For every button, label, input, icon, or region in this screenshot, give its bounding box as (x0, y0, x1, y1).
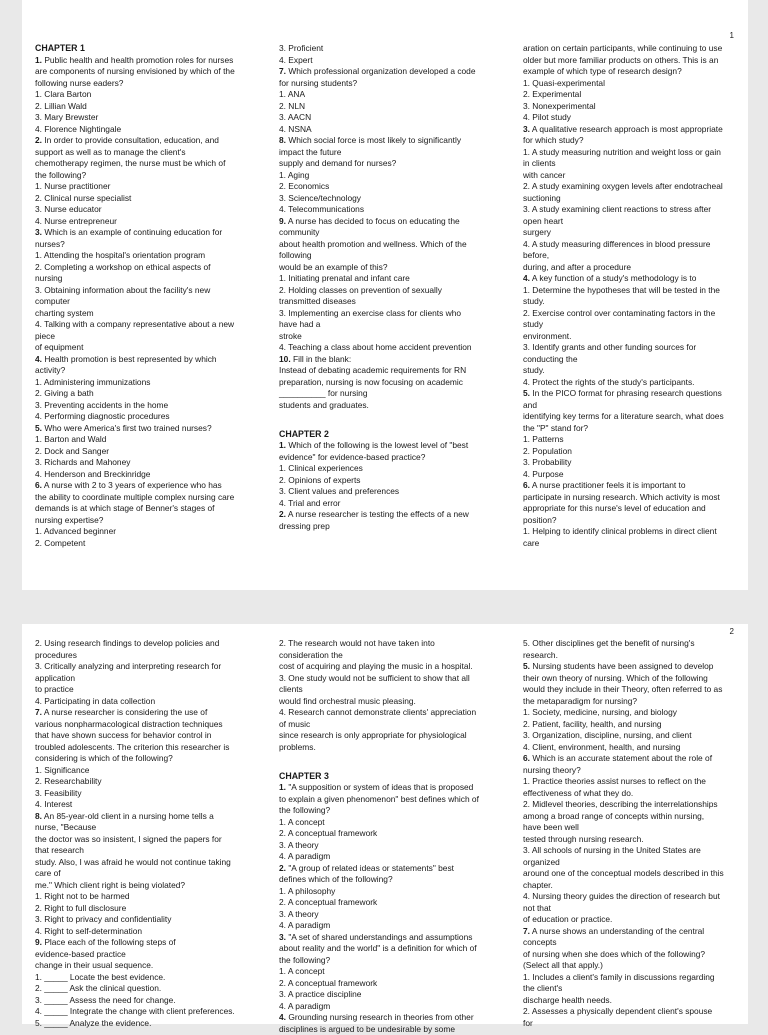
text-line: study. Also, I was afraid he would not continue taking (35, 857, 243, 869)
text-line: 2. Patient, facility, health, and nursing (523, 719, 731, 731)
text-line: (Select all that apply.) (523, 960, 731, 972)
text-line: before, (523, 250, 731, 262)
text-line: conducting the (523, 354, 731, 366)
text-line: since research is only appropriate for physiological (279, 730, 487, 742)
text-line: 3. Critically analyzing and interpreting research for (35, 661, 243, 673)
question-line (279, 932, 487, 944)
question-line (35, 707, 243, 719)
question-text: A qualitative research approach is most appropriate (532, 124, 723, 134)
question-line (523, 480, 731, 492)
text-line: 4. Henderson and Breckinridge (35, 469, 243, 481)
text-line: 4. Protect the rights of the study's participants. (523, 377, 731, 389)
text-line: 1. Nurse practitioner (35, 181, 243, 193)
text-line: 1. A concept (279, 817, 487, 829)
text-line: 2. A conceptual framework (279, 978, 487, 990)
text-line: 1. Initiating prenatal and infant care (279, 273, 487, 285)
text-line: with cancer (523, 170, 731, 182)
text-line: 1. Clara Barton (35, 89, 243, 101)
question-text: Public health and health promotion roles for nurses (44, 55, 233, 65)
text-line: the doctor was so insistent, I signed the papers for (35, 834, 243, 846)
text-line: 4. Florence Nightingale (35, 124, 243, 136)
text-line: aration on certain participants, while continuing to use (523, 43, 731, 55)
text-line: 2. Using research findings to develop policies and (35, 638, 243, 650)
question-text: A nurse researcher is considering the use of (44, 707, 207, 717)
text-line: study. (523, 296, 731, 308)
text-line: clients (279, 684, 487, 696)
text-line: discharge health needs. (523, 995, 731, 1007)
text-line: example of which type of research design? (523, 66, 731, 78)
text-line: for nursing students? (279, 78, 487, 90)
question-line (35, 135, 243, 147)
text-line: community (279, 227, 487, 239)
text-line: 1. A concept (279, 966, 487, 978)
text-line: cost of acquiring and playing the music in a hospital. (279, 661, 487, 673)
text-line: 1. Significance (35, 765, 243, 777)
text-line: position? (523, 515, 731, 527)
question-line (35, 354, 243, 366)
text-line: the following? (35, 170, 243, 182)
text-line: 1. Aging (279, 170, 487, 182)
text-line: 1. Barton and Wald (35, 434, 243, 446)
text-line: 4. A study measuring differences in blood pressure (523, 239, 731, 251)
text-line: 3. Probability (523, 457, 731, 469)
question-number: 5. (523, 388, 530, 398)
text-line: 3. _____ Assess the need for change. (35, 995, 243, 1007)
text-line: their own theory of nursing. Which of the following (523, 673, 731, 685)
text-line: 1. Administering immunizations (35, 377, 243, 389)
text-line: 4. A paradigm (279, 1001, 487, 1013)
text-line: open heart (523, 216, 731, 228)
question-number: 3. (523, 124, 530, 134)
document-page-1 (22, 0, 748, 590)
text-line: nursing theory? (523, 765, 731, 777)
text-line: 2. _____ Ask the clinical question. (35, 983, 243, 995)
question-line (35, 423, 243, 435)
text-line: 1. _____ Locate the best evidence. (35, 972, 243, 984)
question-number: 9. (35, 937, 42, 947)
text-line: 5. _____ Analyze the evidence. (35, 1018, 243, 1030)
text-line: 4. Talking with a company representative about a new (35, 319, 243, 331)
text-line: nurses? (35, 239, 243, 251)
text-line: 3. A theory (279, 909, 487, 921)
question-text: "A group of related ideas or statements" best (288, 863, 454, 873)
text-line: 3. Nurse educator (35, 204, 243, 216)
text-line: that have shown success for behavior control in (35, 730, 243, 742)
text-line: computer (35, 296, 243, 308)
text-line: 2. Holding classes on prevention of sexually (279, 285, 487, 297)
text-line: 1. ANA (279, 89, 487, 101)
question-text: Place each of the following steps of (44, 937, 175, 947)
text-line: 3. Science/technology (279, 193, 487, 205)
question-line (279, 354, 487, 366)
text-line: 2. Lillian Wald (35, 101, 243, 113)
text-line: 3. Richards and Mahoney (35, 457, 243, 469)
text-line: not that (523, 903, 731, 915)
question-line (279, 66, 487, 78)
text-line: 2. Competent (35, 538, 243, 550)
text-line: 1. Right not to be harmed (35, 891, 243, 903)
text-line: 4. _____ Integrate the change with client preferences. (35, 1006, 243, 1018)
text-line: nurse, "Because (35, 822, 243, 834)
question-number: 3. (279, 932, 286, 942)
text-line: dressing prep (279, 521, 487, 533)
text-line: 4. Trial and error (279, 498, 487, 510)
text-column-right (523, 43, 731, 549)
question-text: Which social force is most likely to significantly (288, 135, 461, 145)
text-line: 3. Organization, discipline, nursing, and client (523, 730, 731, 742)
text-line: the following? (279, 805, 487, 817)
question-number: 7. (523, 926, 530, 936)
question-number: 6. (35, 480, 42, 490)
text-line: 2. A study examining oxygen levels after endotracheal (523, 181, 731, 193)
text-line: 2. The research would not have taken into (279, 638, 487, 650)
text-line: 2. NLN (279, 101, 487, 113)
question-line (523, 388, 731, 400)
text-line: preparation, nursing is now focusing on academic (279, 377, 487, 389)
text-line: 2. Economics (279, 181, 487, 193)
question-line (279, 782, 487, 794)
question-text: A nurse has decided to focus on educating the (288, 216, 460, 226)
question-number: 6. (523, 753, 530, 763)
text-line: care (523, 538, 731, 550)
text-line: the ability to coordinate multiple complex nursing care (35, 492, 243, 504)
text-line: 1. Includes a client's family in discussions regarding (523, 972, 731, 984)
document-page-2 (22, 624, 748, 1024)
text-line: have had a (279, 319, 487, 331)
question-number: 4. (523, 273, 530, 283)
text-line: 3. A theory (279, 840, 487, 852)
text-line: 2. Experimental (523, 89, 731, 101)
text-line: for which study? (523, 135, 731, 147)
question-text: Nursing students have been assigned to develop (532, 661, 713, 671)
blank-line (279, 753, 487, 765)
question-line (523, 926, 731, 938)
text-line: 3. Proficient (279, 43, 487, 55)
text-line: effectiveness of what they do. (523, 788, 731, 800)
text-line: 3. Implementing an exercise class for clients who (279, 308, 487, 320)
text-line: 3. Client values and preferences (279, 486, 487, 498)
text-line: 3. A practice discipline (279, 989, 487, 1001)
text-line: for (523, 1018, 731, 1030)
text-line: study. (523, 365, 731, 377)
text-line: 4. Client, environment, health, and nursing (523, 742, 731, 754)
text-line: 4. Nursing theory guides the direction of research but (523, 891, 731, 903)
text-line: would find orchestral music pleasing. (279, 696, 487, 708)
text-line: 2. A conceptual framework (279, 897, 487, 909)
text-line: disciplines is argued to be undesirable by some (279, 1024, 487, 1035)
text-line: 1. Clinical experiences (279, 463, 487, 475)
text-line: problems. (279, 742, 487, 754)
question-line (35, 55, 243, 67)
question-text: In order to provide consultation, education, and (44, 135, 219, 145)
text-line: would be an example of this? (279, 262, 487, 274)
text-line: support as well as to manage the client's (35, 147, 243, 159)
question-number: 1. (279, 440, 286, 450)
question-number: 5. (35, 423, 42, 433)
text-line: following nurse eaders? (35, 78, 243, 90)
question-line (279, 1012, 487, 1024)
text-line: 4. Expert (279, 55, 487, 67)
question-line (279, 440, 487, 452)
question-number: 6. (523, 480, 530, 490)
text-line: the "P" stand for? (523, 423, 731, 435)
question-text: A nurse practitioner feels it is important to (532, 480, 686, 490)
question-text: An 85-year-old client in a nursing home tells a (44, 811, 214, 821)
text-line: 2. Population (523, 446, 731, 458)
text-line: would they include in their Theory, often referred to as (523, 684, 731, 696)
question-text: A key function of a study's methodology is to (532, 273, 697, 283)
text-line: surgery (523, 227, 731, 239)
text-line: 4. A paradigm (279, 851, 487, 863)
text-line: of music (279, 719, 487, 731)
question-number: 1. (35, 55, 42, 65)
text-line: __________ for nursing (279, 388, 487, 400)
question-number: 5. (523, 661, 530, 671)
text-line: 1. Helping to identify clinical problems in direct client (523, 526, 731, 538)
text-line: 3. All schools of nursing in the United States are (523, 845, 731, 857)
question-line (35, 480, 243, 492)
question-text: "A set of shared understandings and assumptions (288, 932, 472, 942)
question-text: A nurse shows an understanding of the central (532, 926, 704, 936)
text-line: that research (35, 845, 243, 857)
text-line: application (35, 673, 243, 685)
question-text: A nurse researcher is testing the effects of a new (288, 509, 469, 519)
question-line (279, 216, 487, 228)
text-line: 4. Participating in data collection (35, 696, 243, 708)
question-text: "A supposition or system of ideas that is proposed (288, 782, 473, 792)
text-line: 2. Exercise control over contaminating factors in the (523, 308, 731, 320)
text-line: research. (523, 650, 731, 662)
text-line: demands is at which stage of Benner's stages of (35, 503, 243, 515)
text-line: procedures (35, 650, 243, 662)
text-line: troubled adolescents. The criterion this researcher is (35, 742, 243, 754)
text-line: 2. Completing a workshop on ethical aspects of (35, 262, 243, 274)
text-line: chapter. (523, 880, 731, 892)
text-line: transmitted diseases (279, 296, 487, 308)
question-number: 3. (35, 227, 42, 237)
text-line: 3. Preventing accidents in the home (35, 400, 243, 412)
text-line: nursing (35, 273, 243, 285)
text-line: around one of the conceptual models described in this (523, 868, 731, 880)
text-line: various nonpharmacological distraction techniques (35, 719, 243, 731)
text-line: supply and demand for nurses? (279, 158, 487, 170)
text-line: concepts (523, 937, 731, 949)
text-line: 2. A conceptual framework (279, 828, 487, 840)
text-line: impact the future (279, 147, 487, 159)
text-line: consideration the (279, 650, 487, 662)
text-line: 3. Mary Brewster (35, 112, 243, 124)
text-line: nursing expertise? (35, 515, 243, 527)
page-number: 1 (730, 31, 734, 40)
question-number: 4. (35, 354, 42, 364)
text-line: 1. Society, medicine, nursing, and biology (523, 707, 731, 719)
chapter-heading: CHAPTER 3 (279, 771, 487, 783)
text-line: evidence-based practice (35, 949, 243, 961)
question-line (523, 124, 731, 136)
question-number: 8. (279, 135, 286, 145)
question-line (523, 661, 731, 673)
text-line: 5. Other disciplines get the benefit of nursing's (523, 638, 731, 650)
text-line: the metaparadigm for nursing? (523, 696, 731, 708)
text-line: older but more familiar products on others. This is an (523, 55, 731, 67)
text-line: 4. Pilot study (523, 112, 731, 124)
text-line: piece (35, 331, 243, 343)
question-number: 2. (35, 135, 42, 145)
text-line: 1. Patterns (523, 434, 731, 446)
text-line: 4. Right to self-determination (35, 926, 243, 938)
text-line: the client's (523, 983, 731, 995)
text-line: following (279, 250, 487, 262)
text-line: identifying key terms for a literature search, what does (523, 411, 731, 423)
question-line (35, 937, 243, 949)
text-line: 2. Researchability (35, 776, 243, 788)
text-line: charting system (35, 308, 243, 320)
question-text: Which of the following is the lowest level of "best (288, 440, 468, 450)
text-line: of equipment (35, 342, 243, 354)
page-number: 2 (730, 627, 734, 636)
text-line: to practice (35, 684, 243, 696)
text-line: 3. One study would not be sufficient to show that all (279, 673, 487, 685)
question-number: 4. (279, 1012, 286, 1022)
text-line: in clients (523, 158, 731, 170)
question-number: 1. (279, 782, 286, 792)
text-column-middle (279, 43, 487, 532)
text-line: 3. Nonexperimental (523, 101, 731, 113)
text-line: 4. Purpose (523, 469, 731, 481)
text-line: 2. Right to full disclosure (35, 903, 243, 915)
text-line: 4. Teaching a class about home accident prevention (279, 342, 487, 354)
text-line: me." Which client right is being violated? (35, 880, 243, 892)
question-text: Who were America's first two trained nurses? (44, 423, 211, 433)
text-line: students and graduates. (279, 400, 487, 412)
text-line: 4. Interest (35, 799, 243, 811)
text-line: 4. A paradigm (279, 920, 487, 932)
text-line: tested through nursing research. (523, 834, 731, 846)
question-line (35, 811, 243, 823)
text-line: 1. A study measuring nutrition and weight loss or gain (523, 147, 731, 159)
question-number: 9. (279, 216, 286, 226)
text-line: 3. Identify grants and other funding sources for (523, 342, 731, 354)
question-text: Which is an accurate statement about the role of (532, 753, 712, 763)
text-line: appropriate for this nurse's level of education and (523, 503, 731, 515)
text-line: 4. Research cannot demonstrate clients' appreciation (279, 707, 487, 719)
text-line: 4. Nurse entrepreneur (35, 216, 243, 228)
chapter-heading: CHAPTER 1 (35, 43, 243, 55)
text-column-left (35, 43, 243, 549)
text-line: 1. Advanced beginner (35, 526, 243, 538)
text-line: care of (35, 868, 243, 880)
text-column-left (35, 638, 243, 1029)
chapter-heading: CHAPTER 2 (279, 429, 487, 441)
text-line: organized (523, 857, 731, 869)
text-line: among a broad range of concepts within nursing, (523, 811, 731, 823)
question-line (279, 135, 487, 147)
text-line: have been well (523, 822, 731, 834)
question-text: Which professional organization developed a code (288, 66, 475, 76)
text-line: about health promotion and wellness. Which of the (279, 239, 487, 251)
question-number: 2. (279, 863, 286, 873)
question-line (523, 753, 731, 765)
question-line (523, 273, 731, 285)
text-column-middle (279, 638, 487, 1035)
text-line: 2. Opinions of experts (279, 475, 487, 487)
text-line: 3. A study examining client reactions to stress after (523, 204, 731, 216)
text-line: 3. Obtaining information about the facility's new (35, 285, 243, 297)
text-line: 1. Quasi-experimental (523, 78, 731, 90)
text-line: 1. A philosophy (279, 886, 487, 898)
text-line: 2. Assesses a physically dependent client's spouse (523, 1006, 731, 1018)
text-line: considering is which of the following? (35, 753, 243, 765)
question-number: 10. (279, 354, 291, 364)
text-line: change in their usual sequence. (35, 960, 243, 972)
text-line: 2. Clinical nurse specialist (35, 193, 243, 205)
text-line: of nursing when she does which of the following? (523, 949, 731, 961)
text-line: participate in nursing research. Which activity is most (523, 492, 731, 504)
text-line: about reality and the world" is a definition for which of (279, 943, 487, 955)
text-line: study (523, 319, 731, 331)
text-line: during, and after a procedure (523, 262, 731, 274)
text-line: are components of nursing envisioned by which of the (35, 66, 243, 78)
text-line: 2. Giving a bath (35, 388, 243, 400)
text-line: of education or practice. (523, 914, 731, 926)
text-line: defines which of the following? (279, 874, 487, 886)
question-text: Which is an example of continuing education for (44, 227, 222, 237)
question-line (35, 227, 243, 239)
text-line: to explain a given phenomenon" best defines which of (279, 794, 487, 806)
text-line: 1. Determine the hypotheses that will be tested in the (523, 285, 731, 297)
question-number: 7. (279, 66, 286, 76)
question-line (279, 509, 487, 521)
text-line: environment. (523, 331, 731, 343)
text-column-right (523, 638, 731, 1029)
question-text: In the PICO format for phrasing research questions (532, 388, 721, 398)
text-line: 4. NSNA (279, 124, 487, 136)
text-line: suctioning (523, 193, 731, 205)
text-line: 3. AACN (279, 112, 487, 124)
text-line: 3. Right to privacy and confidentiality (35, 914, 243, 926)
text-line: stroke (279, 331, 487, 343)
text-line: 1. Attending the hospital's orientation program (35, 250, 243, 262)
text-line: 2. Dock and Sanger (35, 446, 243, 458)
question-number: 7. (35, 707, 42, 717)
question-text: Fill in the blank: (293, 354, 351, 364)
question-text: Grounding nursing research in theories from other (288, 1012, 473, 1022)
text-line: chemotherapy regimen, the nurse must be which of (35, 158, 243, 170)
question-number: 2. (279, 509, 286, 519)
text-line: evidence" for evidence-based practice? (279, 452, 487, 464)
text-line: the following? (279, 955, 487, 967)
text-line: activity? (35, 365, 243, 377)
text-line: 1. Practice theories assist nurses to reflect on the (523, 776, 731, 788)
question-text: A nurse with 2 to 3 years of experience who has (44, 480, 222, 490)
text-line: 4. Performing diagnostic procedures (35, 411, 243, 423)
text-line: and (523, 400, 731, 412)
text-line: Instead of debating academic requirements for RN (279, 365, 487, 377)
blank-line (279, 411, 487, 423)
text-line: 2. Midlevel theories, describing the interrelationships (523, 799, 731, 811)
text-line: 4. Telecommunications (279, 204, 487, 216)
question-number: 8. (35, 811, 42, 821)
text-line: 3. Feasibility (35, 788, 243, 800)
question-text: Health promotion is best represented by which (44, 354, 216, 364)
question-line (279, 863, 487, 875)
